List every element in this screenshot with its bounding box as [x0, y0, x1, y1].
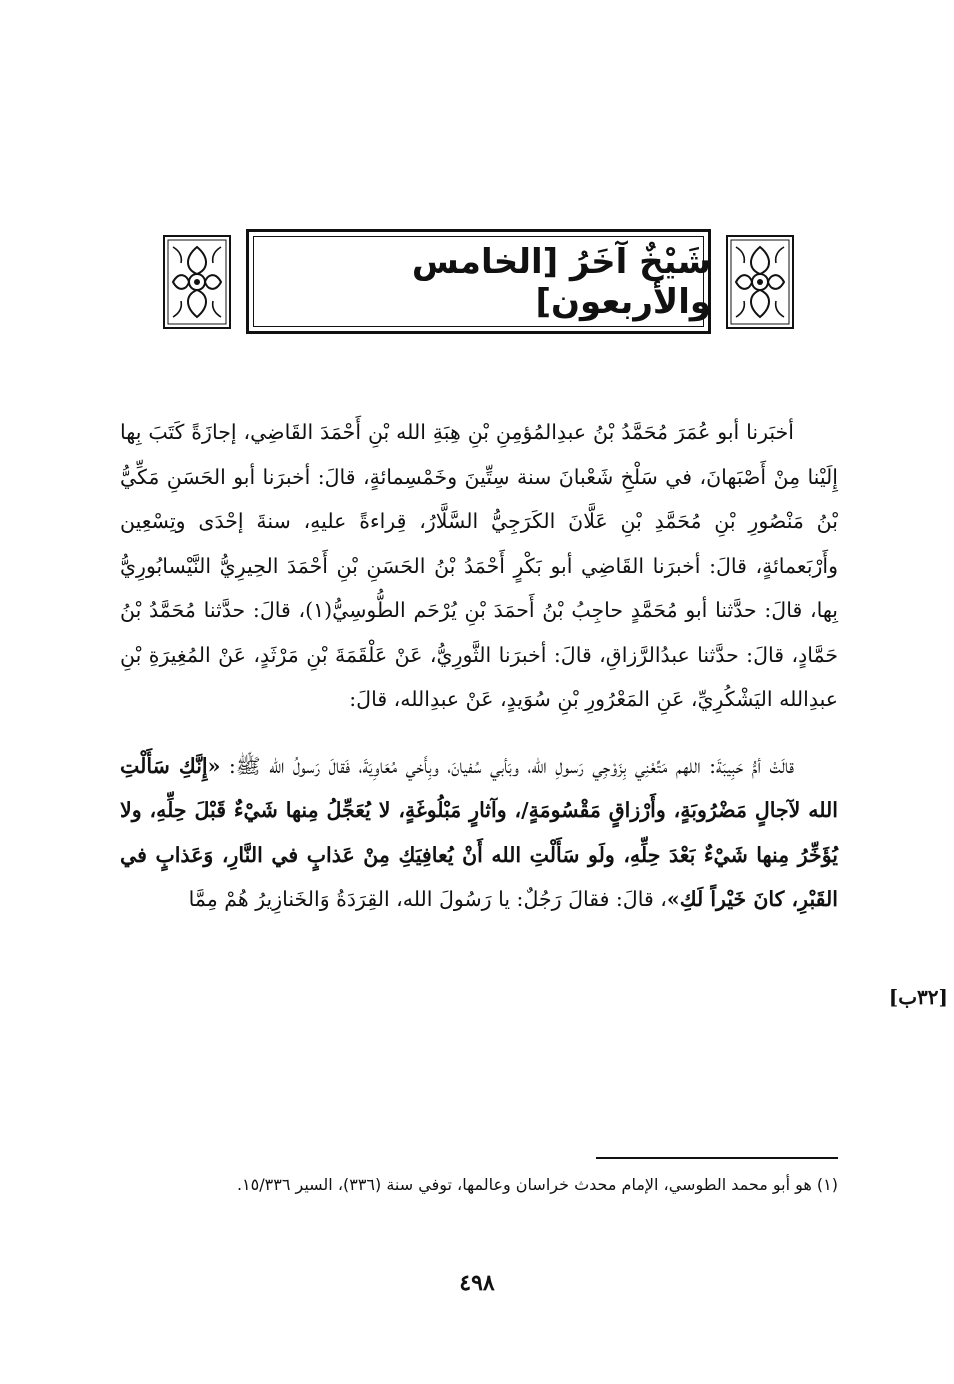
main-text: [120, 410, 838, 922]
footnote-divider: [596, 1157, 838, 1159]
footnote: (١) هو أبو محمد الطوسي، الإمام محدث خراسان وعالمها، توفي سنة (٣٣٦)، السير ١٥/٣٣٦.: [236, 1175, 838, 1194]
hadith-text: «إِنَّكِ سَأَلْتِ الله لآجالٍ مَضْرُوبَةٍ، وأَرْزاقٍ مَقْسُومَةٍ/، وآثارٍ مَبْلُوغَةٍ، لا يُعَجِّلُ مِنها شَيْءٌ قَبْلَ حِلِّهِ، ولا يُؤَخِّرُ مِنها شَيْءٌ بَعْدَ حِلِّهِ، ولَو سَأَلْتِ الله أَنْ يُعافِيَكِ مِنْ عَذابٍ في النَّارِ، وَعَذابٍ في القَبْرِ، كانَ خَيْراً لَكِ»: [120, 753, 838, 911]
chapter-header: [163, 229, 794, 334]
hadith-paragraph: [120, 744, 838, 922]
floral-ornament-icon: [726, 235, 794, 329]
isnad-paragraph: أخبَرنا أبو عُمَرَ مُحَمَّدُ بْنُ عبدِالمُؤمِنِ بْنِ هِبَةِ الله بْنِ أَحْمَدَ القَاضِي، إجازَةً كَتَبَ بِها إِلَيْنا مِنْ أَصْبَهانَ، في سَلْخِ شَعْبانَ سنة سِتِّينَ وخَمْسِمائةٍ، قالَ: أخبرَنا أبو الحَسَنِ مَكِّيُّ بْنُ مَنْصُورِ بْنِ مُحَمَّدِ بْنِ عَلَّانَ الكَرَجِيُّ السَّلَّارُ، قِراءةً عليهِ، سنةَ إحْدَى وتِسْعِين وأَرْبَعمائةٍ، قالَ: أخبرَنا القَاضِي أبو بَكْرٍ أَحْمَدُ بْنُ الحَسَنِ بْنِ أَحْمَدَ الحِيرِيُّ النَّيْسابُورِيُّ بِها، قالَ: حدَّثنا أبو مُحَمَّدٍ حاجِبُ بْنُ أَحمَدَ بْنِ يُرْحَم الطُّوسِيُّ(١)، قالَ: حدَّثنا مُحَمَّدُ بْنُ حَمَّادٍ، قالَ: حدَّثنا عبدُالرَّزاقِ، قالَ: أخبرَنا الثَّورِيُّ، عَنْ عَلْقَمَةَ بْنِ مَرْثَدٍ، عَنْ المُغِيرَةِ بْنِ عبدِالله اليَشْكُرِيِّ، عَنِ المَعْرُورِ بْنِ سُوَيدٍ، عَنْ عبدِالله، قالَ:: [120, 420, 838, 711]
floral-ornament-icon: [163, 235, 231, 329]
hadith-lead: قالَتْ أمُّ حَبِيبَةَ: اللهم مَتِّعْنِي بِزَوْجِي رَسولِ الله، وبَأبي سُفيانَ، وبِأَخي مُعَاوِيَةَ، فَقالَ رَسولُ الله ﷺ:: [220, 753, 794, 778]
chapter-title: شَيْخٌ آخَرُ [الخامس والأربعون]: [411, 241, 711, 322]
manuscript-folio-marker: [٣٢ب]: [888, 985, 948, 1009]
page-number: ٤٩٨: [459, 1270, 495, 1296]
hadith-tail: ، قالَ: فقالَ رَجُلٌ: يا رَسُولَ الله، القِرَدَةُ وَالخَنازِيرُ هُمْ مِمَّا: [188, 887, 667, 911]
